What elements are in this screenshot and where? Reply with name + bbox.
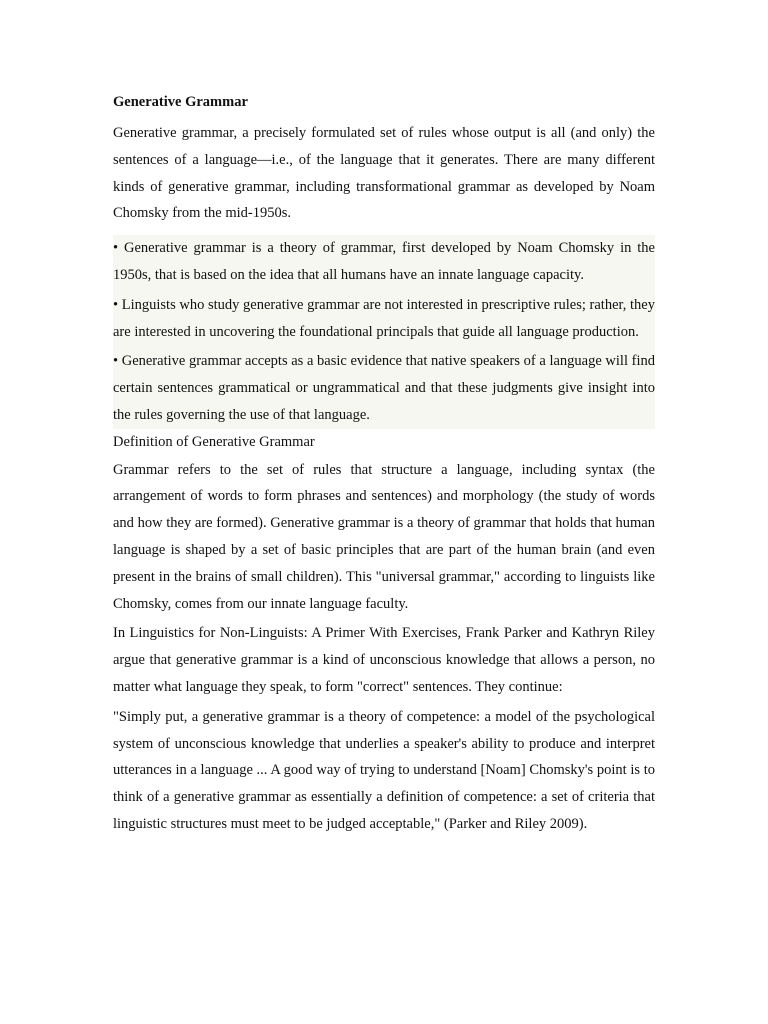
document-page bbox=[113, 93, 655, 841]
key-points-list bbox=[113, 235, 655, 429]
quote-paragraph: "Simply put, a generative grammar is a theory of competence: a model of the psychological system of unconscious knowledge that underlies a speaker's ability to produce and interpret utterances in a language ... A good way of trying to understand [Noam] Chomsky's point is to think of a generative grammar as essentially a definition of competence: a set of criteria that linguistic structures must meet to be judged acceptable," (Parker and Riley 2009). bbox=[113, 708, 655, 832]
definition-heading: Definition of Generative Grammar bbox=[113, 433, 315, 450]
key-point-item: • Generative grammar is a theory of grammar, first developed by Noam Chomsky in the 1950s, that is based on the idea that all humans have an innate language capacity. bbox=[113, 240, 655, 283]
key-point-item: • Linguists who study generative grammar are not interested in prescriptive rules; rather, they are interested in uncovering the foundational principals that guide all language production. bbox=[113, 296, 655, 340]
definition-paragraph: Grammar refers to the set of rules that structure a language, including syntax (the arrangement of words to form phrases and sentences) and morphology (the study of words and how they are formed). Generative grammar is a theory of grammar that holds that human language is shaped by a set of basic principles that are part of the human brain (and even present in the brains of small children). This "universal grammar," according to linguists like Chomsky, comes from our innate language faculty. bbox=[113, 461, 655, 612]
intro-paragraph: Generative grammar, a precisely formulated set of rules whose output is all (and only) the sentences of a language—i.e., of the language that it generates. There are many different kinds of generative grammar, including transformational grammar as developed by Noam Chomsky from the mid-1950s. bbox=[113, 125, 655, 222]
parker-riley-paragraph: In Linguistics for Non-Linguists: A Primer With Exercises, Frank Parker and Kathryn Riley argue that generative grammar is a kind of unconscious knowledge that allows a person, no matter what language they speak, to form "correct" sentences. They continue: bbox=[113, 625, 655, 695]
key-point-item: • Generative grammar accepts as a basic evidence that native speakers of a language will find certain sentences grammatical or ungrammatical and that these judgments give insight into the rules governing the use of that language. bbox=[113, 353, 655, 423]
document-title: Generative Grammar bbox=[113, 94, 248, 110]
